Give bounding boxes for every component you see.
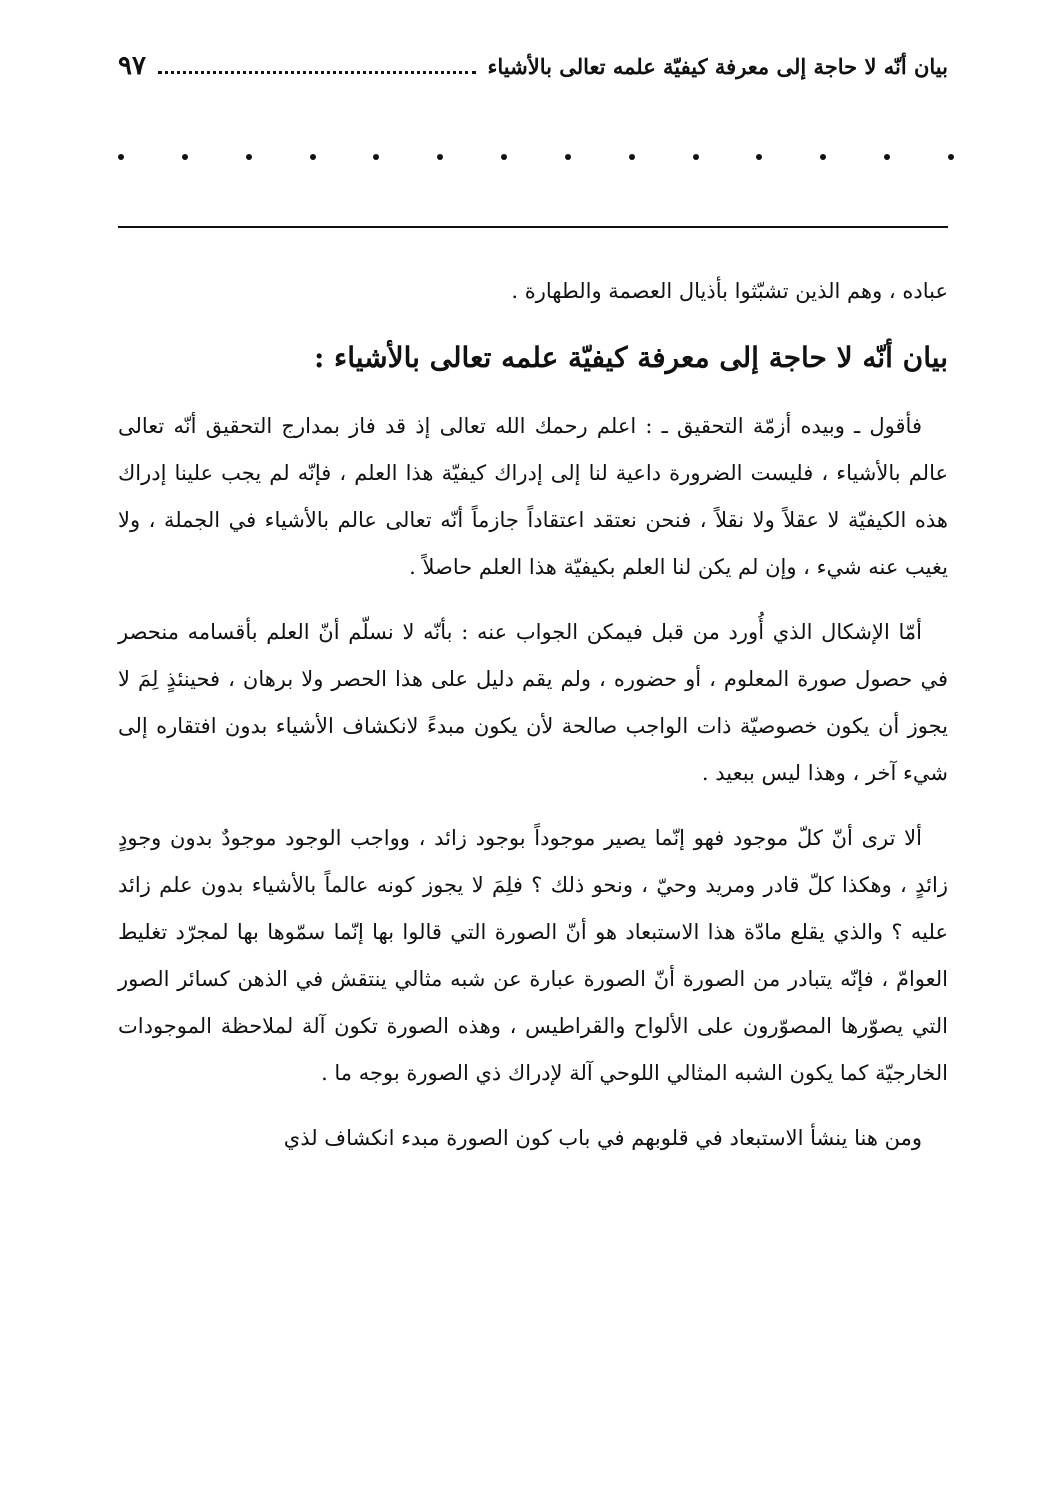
separator-dot: [948, 154, 954, 160]
separator-dot: [501, 154, 507, 160]
running-header-title: بيان أنّه لا حاجة إلى معرفة كيفيّة علمه تعالى بالأشياء: [487, 53, 948, 79]
paragraph: ومن هنا ينشأ الاستبعاد في قلوبهم في باب كون الصورة مبدء انكشاف لذي: [283, 1126, 922, 1150]
separator-dot: [565, 154, 571, 160]
body-text: [118, 268, 948, 1180]
page-number: ٩٧: [118, 51, 146, 81]
intro-line: عباده ، وهم الذين تشبّثوا بأذيال العصمة والطهارة .: [511, 279, 948, 303]
separator-dot: [437, 154, 443, 160]
paragraph: فأقول ـ وبيده أزمّة التحقيق ـ : اعلم رحمك الله تعالى إذ قد فاز بمدارج التحقيق أنّه تعالى عالم بالأشياء ، فليست الضرورة داعية لنا إلى إدراك كيفيّة هذا العلم ، فإنّه لم يجب علينا إدراك هذه الكيفيّة لا عقلاً ولا نقلاً ، فنحن نعتقد اعتقاداً جازماً أنّه تعالى عالم بالأشياء في الجملة ، ولا يغيب عنه شيء ، وإن لم يكن لنا العلم بكيفيّة هذا العلم حاصلاً .: [118, 414, 948, 579]
separator-dot: [373, 154, 379, 160]
separator-dot: [820, 154, 826, 160]
section-heading: بيان أنّه لا حاجة إلى معرفة كيفيّة علمه تعالى بالأشياء :: [313, 341, 948, 374]
separator-dot: [693, 154, 699, 160]
paragraph: أمّا الإشكال الذي أُورد من قبل فيمكن الجواب عنه : بأنّه لا نسلّم أنّ العلم بأقسامه منحصر في حصول صورة المعلوم ، أو حضوره ، ولم يقم دليل على هذا الحصر ولا برهان ، فحينئذٍ لِمَ لا يجوز أن يكون خصوصيّة ذات الواجب صالحة لأن يكون مبدءً لانكشاف الأشياء بدون افتقاره إلى شيء آخر ، وهذا ليس ببعيد .: [118, 620, 948, 785]
separator-dot: [629, 154, 635, 160]
horizontal-rule: [118, 226, 948, 228]
separator-dot: [182, 154, 188, 160]
dot-leader: [158, 67, 476, 74]
separator-dot: [246, 154, 252, 160]
separator-dot: [310, 154, 316, 160]
separator-dot: [756, 154, 762, 160]
paragraph: ألا ترى أنّ كلّ موجود فهو إنّما يصير موجوداً بوجود زائد ، وواجب الوجود موجودٌ بدون وجودٍ زائدٍ ، وهكذا كلّ قادر ومريد وحيّ ، ونحو ذلك ؟ فلِمَ لا يجوز كونه عالماً بالأشياء بدون علم زائد عليه ؟ والذي يقلع مادّة هذا الاستبعاد هو أنّ الصورة التي قالوا بها إنّما سمّوها بها لمجرّد تغليط العوامّ ، فإنّه يتبادر من الصورة أنّ الصورة عبارة عن شبه مثالي ينتقش في الذهن كسائر الصور التي يصوّرها المصوّرون على الألواح والقراطيس ، وهذه الصورة تكون آلة لملاحظة الموجودات الخارجيّة كما يكون الشبه المثالي اللوحي آلة لإدراك ذي الصورة بوجه ما .: [118, 826, 948, 1085]
separator-dot: [118, 154, 124, 160]
separator-dot: [884, 154, 890, 160]
dot-separator: [118, 150, 954, 164]
running-header: [118, 46, 948, 86]
